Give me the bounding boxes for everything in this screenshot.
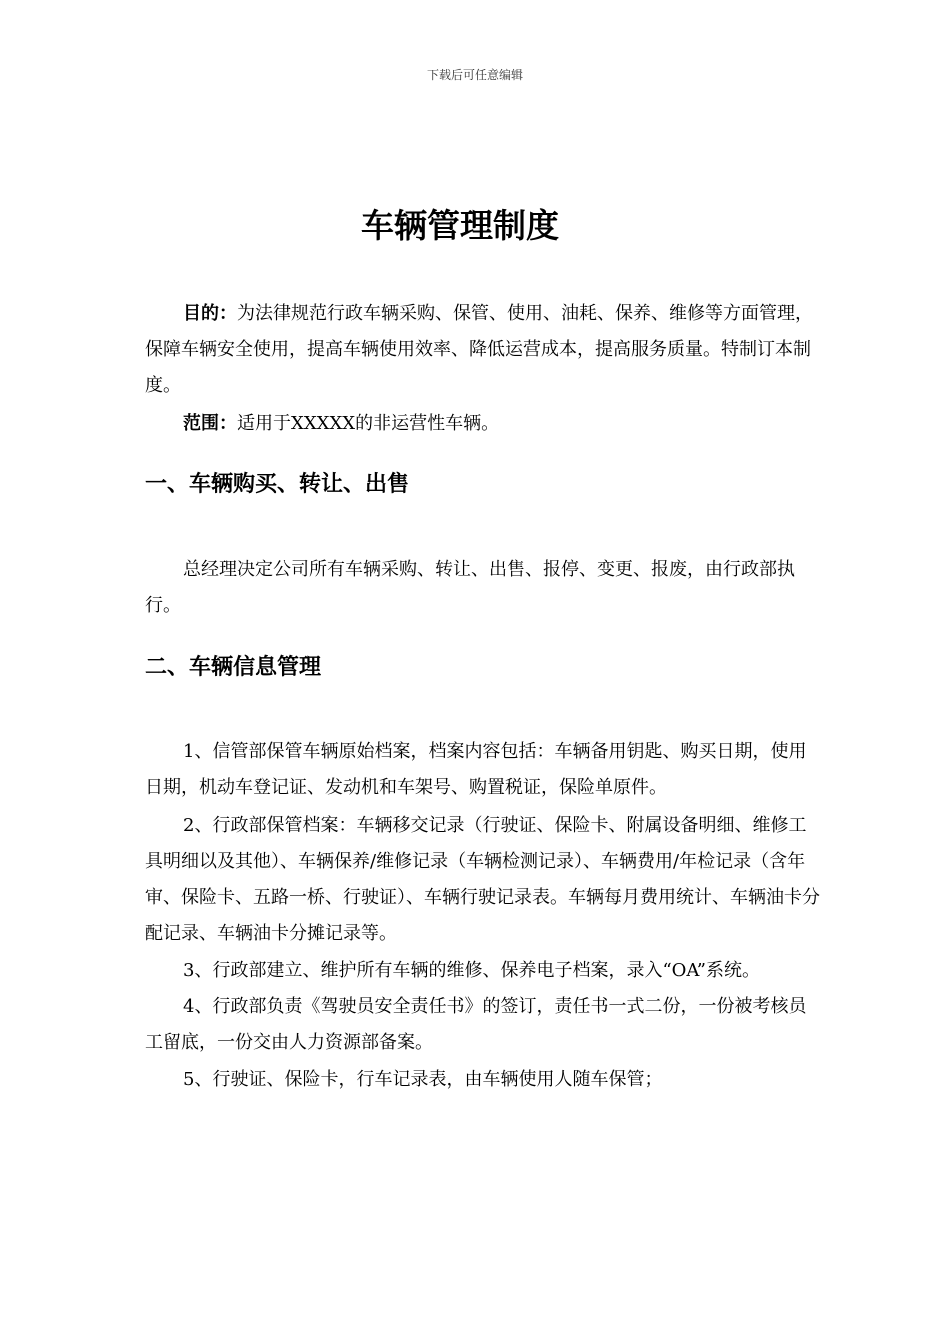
scope-label: 范围 [183,413,219,434]
section-1-heading: 一、车辆购买、转让、出售 [145,472,410,497]
section-2-paragraph-2: 2、行政部保管档案：车辆移交记录（行驶证、保险卡、附属设备明细、维修工具明细以及其他）、车辆保养/维修记录（车辆检测记录）、车辆费用/年检记录（含年审、保险卡、五路一桥、行驶证）、车辆行驶记录表。车辆每月费用统计、车辆油卡分配记录、车辆油卡分摊记录等。 [145,815,820,944]
purpose-paragraph [145,296,820,404]
section-2-paragraph-5: 5、行驶证、保险卡，行车记录表，由车辆使用人随车保管； [183,1069,663,1090]
section-2-paragraph-4: 4、行政部负责《驾驶员安全责任书》的签订，责任书一式二份，一份被考核员工留底，一份交由人力资源部备案。 [145,996,807,1053]
purpose-colon: ： [219,303,237,324]
section-2-heading: 二、车辆信息管理 [145,655,322,680]
scope-paragraph [145,406,820,442]
section-2-paragraph-1: 1、信管部保管车辆原始档案，档案内容包括：车辆备用钥匙、购买日期，使用日期，机动车登记证、发动机和车架号、购置税证，保险单原件。 [145,741,807,798]
document-title: 车辆管理制度 [361,206,559,245]
purpose-label: 目的 [183,303,219,324]
purpose-text: 为法律规范行政车辆采购、保管、使用、油耗、保养、维修等方面管理，保障车辆安全使用，提高车辆使用效率、降低运营成本，提高服务质量。特制订本制度。 [145,303,813,396]
section-2-paragraph-3: 3、行政部建立、维护所有车辆的维修、保养电子档案，录入“OA”系统。 [183,960,760,981]
section-1-paragraph-1: 总经理决定公司所有车辆采购、转让、出售、报停、变更、报废，由行政部执行。 [145,559,795,616]
scope-text: 适用于XXXXX的非运营性车辆。 [237,413,500,434]
header-note: 下载后可任意编辑 [426,68,523,82]
scope-colon: ： [219,413,237,434]
